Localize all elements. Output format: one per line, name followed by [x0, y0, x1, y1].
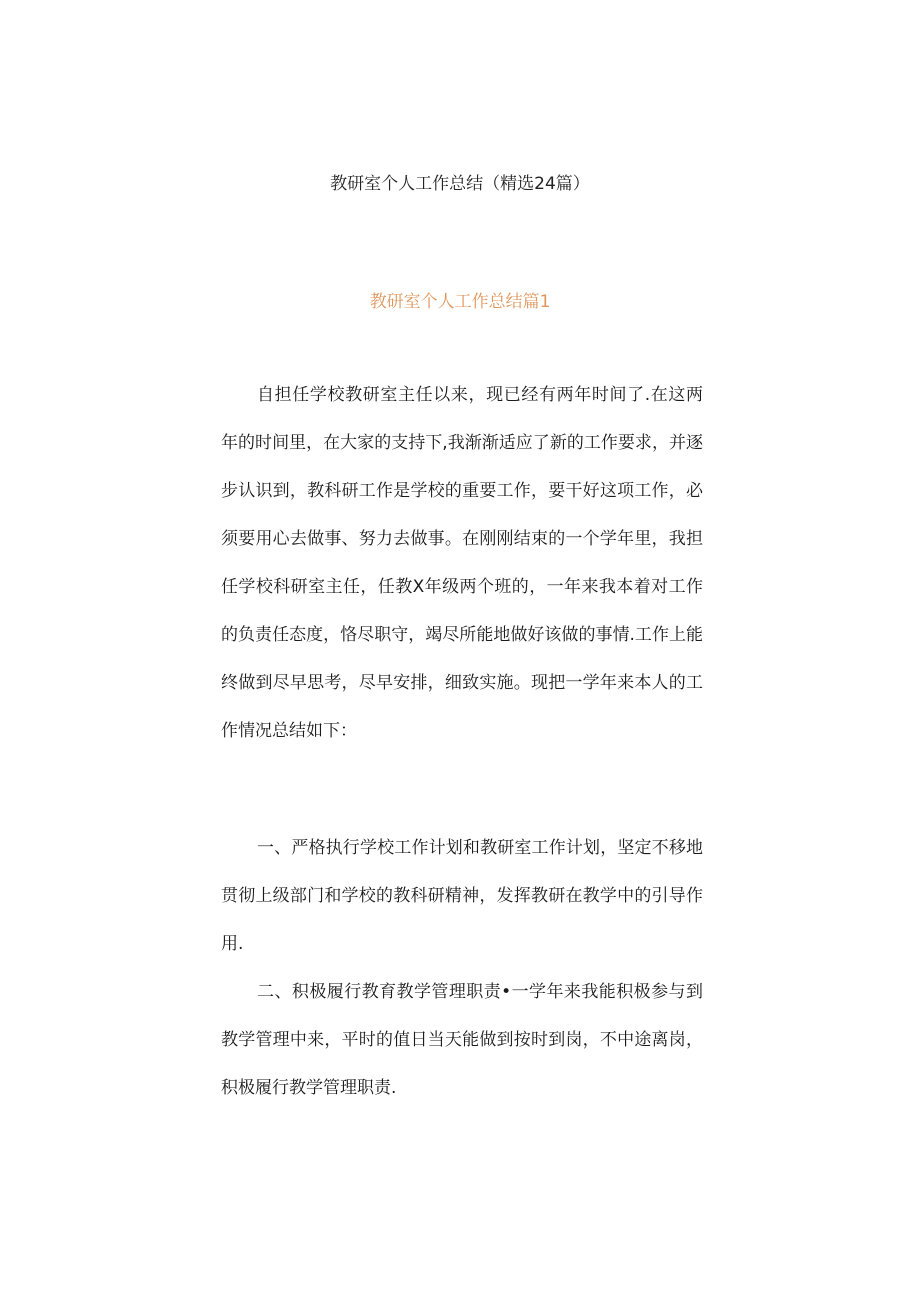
paragraph-item-2: 二、积极履行教育教学管理职责•一学年来我能积极参与到教学管理中来，平时的值日当天能做到按时到岗，不中途离岗，积极履行教学管理职责.: [221, 982, 703, 1098]
section-heading: 教研室个人工作总结篇1: [369, 292, 551, 312]
document-title: 教研室个人工作总结（精选24篇）: [330, 174, 590, 194]
paragraph-intro: 自担任学校教研室主任以来，现已经有两年时间了.在这两年的时间里，在大家的支持下,我渐渐适应了新的工作要求，并逐步认识到，教科研工作是学校的重要工作，要干好这项工作，必须要用心去做事、努力去做事。在刚刚结束的一个学年里，我担任学校科研室主任，任教X年级两个班的，一年来我本着对工作的负责任态度，恪尽职守，竭尽所能地做好该做的事情.工作上能终做到尽早思考，尽早安排，细致实施。现把一学年来本人的工作情况总结如下：: [221, 385, 703, 741]
paragraph-item-1: 一、严格执行学校工作计划和教研室工作计划，坚定不移地贯彻上级部门和学校的教科研精神，发挥教研在教学中的引导作用.: [221, 838, 703, 954]
